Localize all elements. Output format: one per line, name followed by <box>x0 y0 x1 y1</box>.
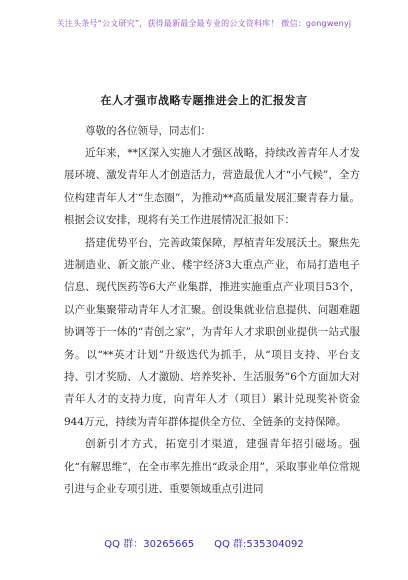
document-title: 在人才强市战略专题推进会上的汇报发言 <box>100 94 308 107</box>
document-body <box>64 114 360 501</box>
qq-group-2: QQ 群:535304092 <box>214 539 304 550</box>
qq-group-1: QQ 群：30265665 <box>104 539 195 550</box>
paragraph-recruitment: 创新引才方式，拓宽引才渠道，建强青年招引磁场。强化“有解思维”，在全市率先推出“政录企用”，采取事业单位常规引进与企业专项引进、重要领域重点引进同 <box>64 438 360 496</box>
paragraph-intro: 近年来，**区深入实施人才强区战略，持续改善青年人才发展环境、激发青年人才创造活力，营造最优人才“小气候”，全方位构建青年人才“生态圈”，为推动**高质量发展汇聚青春力量。根据会议安排，现将有关工作进展情况汇报如下： <box>64 147 360 227</box>
header-banner: 关注头条号“公文研究”，获得最新最全最专业的公文资料库！ 微信：gongwenyj <box>56 19 352 28</box>
salutation: 尊敬的各位领导，同志们： <box>85 125 211 137</box>
paragraph-platform: 搭建优势平台，完善政策保障，厚植青年发展沃土。聚焦先进制造业、新文旅产业、楼宇经济3大重点产业，布局打造电子信息、现代医药等6大产业集群，推进实施重点产业项目53个，以产业集聚带动青年人才汇聚。创设集就业信息提供、问题难题协调等于一体的“青创之家”，为青年人才求职创业提供一站式服务。以“**英才计划”升级迭代为抓手，从“项目支持、平台支持、引才奖励、人才激励、培养奖补、生活服务”6个方面加大对青年人才的支持力度，向青年人才（项目）累计兑现奖补资金944万元，持续为青年群体提供全方位、全链条的支持保障。 <box>64 236 360 428</box>
footer-contact <box>0 535 408 550</box>
